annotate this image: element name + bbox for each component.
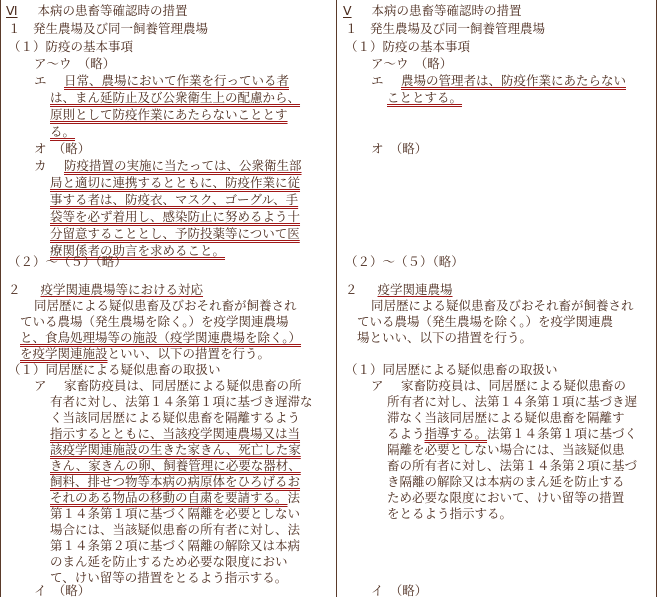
right-item-a-line: 滞なく当該同居歴による疑似患畜を隔離す bbox=[387, 410, 625, 425]
left-heading-number: Ⅵ bbox=[6, 3, 18, 18]
left-section-2-number: ２ bbox=[8, 282, 21, 297]
right-item-a-line: 隔離を必要としない場合には、当該疑似患 bbox=[387, 442, 625, 457]
left-section-2-para bbox=[20, 346, 270, 363]
left-section-2 bbox=[8, 282, 203, 299]
right-item-e-label: エ bbox=[371, 73, 384, 88]
left-item-ka-line: 分留意することとし、予防投薬等について医 bbox=[50, 226, 300, 241]
right-item-i: イ （略） bbox=[371, 583, 428, 598]
left-section-2-title: 疫学関連農場等における対応 bbox=[40, 282, 204, 297]
right-section-2-number: ２ bbox=[345, 282, 358, 297]
right-item-a-line: ため必要な限度において、けい留等の措置 bbox=[387, 490, 625, 505]
right-subsection-1-1: （１）防疫の基本事項 bbox=[345, 39, 471, 54]
right-subsections-2-5: （２）～（５）（略） bbox=[345, 254, 464, 269]
left-item-a-line bbox=[50, 490, 300, 507]
left-item-e-line: 日常、農場において作業を行っている者 bbox=[64, 73, 290, 88]
left-section-2-text: といい、以下の措置を行う。 bbox=[107, 346, 271, 361]
right-item-a-line: 家畜防疫員は、同居歴による疑似患畜の bbox=[401, 378, 627, 393]
left-section-2-para: ている農場（発生農場を除く。）を疫学関連農場 bbox=[20, 314, 289, 329]
right-section-2-title: 疫学関連農場 bbox=[377, 282, 453, 297]
left-item-a-label: ア bbox=[34, 378, 47, 393]
left-item-a-line: きん、家きんの卵、飼養管理に必要な器材、 bbox=[50, 458, 301, 473]
left-item-a-line: く当該同居歴による疑似患畜を隔離するよう bbox=[50, 410, 301, 425]
right-section-1: １ 発生農場及び同一飼養管理農場 bbox=[345, 21, 546, 36]
right-item-a-line bbox=[387, 426, 637, 443]
left-item-a-line: 指示するとともに、当該疫学関連農場又は当 bbox=[50, 426, 301, 441]
right-heading-text: 本病の患畜等確認時の措置 bbox=[371, 3, 522, 18]
left-item-ka-line: 療関係者の助言を求めること。 bbox=[50, 243, 226, 258]
left-item-a-line: 該疫学関連施設の生きた家きん、死亡した家 bbox=[50, 442, 301, 457]
right-item-a-text: るよう bbox=[387, 426, 425, 441]
left-heading-text: 本病の患畜等確認時の措置 bbox=[37, 3, 188, 18]
left-item-e-line: る。 bbox=[50, 124, 76, 139]
left-section-2-para: 同居歴による疑似患畜及びおそれ畜が飼養され bbox=[34, 298, 297, 313]
left-items-a-u: ア～ウ （略） bbox=[34, 56, 116, 71]
left-item-ka-line: 防疫措置の実施に当たっては、公衆衛生部 bbox=[64, 158, 302, 173]
right-item-o: オ （略） bbox=[371, 141, 428, 156]
left-item-e-line: は、まん延防止及び公衆衛生上の配慮から、 bbox=[50, 90, 301, 105]
right-section-2-para: 同居歴による疑似患畜及びおそれ畜が飼養され bbox=[371, 298, 634, 313]
left-subsection-2-1: （１）同居歴による疑似患畜の取扱い bbox=[8, 362, 221, 377]
right-section-2-para: ている農場（発生農場を除く。）を疫学関連農 bbox=[357, 314, 614, 329]
left-section-1: １ 発生農場及び同一飼養管理農場 bbox=[8, 21, 209, 36]
left-subsections-2-5: （２）～（５）（略） bbox=[8, 254, 127, 269]
left-section-2-underlined: を疫学関連施設 bbox=[20, 346, 108, 361]
right-item-e-line: こととする。 bbox=[387, 90, 463, 105]
right-section-2 bbox=[345, 282, 453, 299]
left-item-a-text: 法 bbox=[287, 490, 301, 505]
left-item-e-label: エ bbox=[34, 73, 47, 88]
column-divider bbox=[336, 0, 337, 597]
left-item-a-line: 第１４条第１項に基づく隔離を必要としない bbox=[50, 506, 301, 521]
left-item-a-line: 飼料、排せつ物等本病の病原体をひろげるお bbox=[50, 474, 301, 489]
left-heading bbox=[6, 3, 188, 20]
left-item-a-line: 家畜防疫員は、同居歴による疑似患畜の所 bbox=[64, 378, 302, 393]
right-item-a-label: ア bbox=[371, 378, 384, 393]
right-heading bbox=[343, 3, 522, 20]
right-item-a-line: をとるよう指示する。 bbox=[387, 506, 513, 521]
left-item-ka-line: 袋等を必ず着用し、感染防止に努めるよう十 bbox=[50, 209, 301, 224]
right-heading-number: Ⅴ bbox=[343, 3, 352, 18]
right-section-2-para: 場といい、以下の措置を行う。 bbox=[357, 330, 533, 345]
left-item-ka-line: 事する者は、防疫衣、マスク、ゴーグル、手 bbox=[50, 192, 299, 207]
right-item-e-line: 農場の管理者は、防疫作業にあたらない bbox=[401, 73, 627, 88]
left-item-i: イ （略） bbox=[34, 583, 91, 598]
right-item-a-underlined: 指導する。 bbox=[424, 426, 488, 441]
left-item-e-line: 原則として防疫作業にあたらないこととす bbox=[50, 107, 288, 122]
left-item-a-line: 場合には、当該疑似患畜の所有者に対し、法 bbox=[50, 522, 301, 537]
right-item-a-line: 畜の所有者に対し、法第１４条第２項に基づ bbox=[387, 458, 638, 473]
left-item-a-underlined: それのある物品の移動の自粛を要請する。 bbox=[50, 490, 288, 505]
right-item-a-line: き隔離の解除又は本病のまん延を防止する bbox=[387, 474, 625, 489]
left-item-o: オ （略） bbox=[34, 141, 91, 156]
right-item-a-text: 法第１４条第１項に基づく bbox=[487, 426, 638, 441]
left-item-a-line: て、けい留等の措置をとるよう指示する。 bbox=[50, 570, 288, 585]
left-item-a-line: 第１４条第２項に基づく隔離の解除又は本病 bbox=[50, 538, 301, 553]
right-item-a-line: 所有者に対し、法第１４条第１項に基づき遅 bbox=[387, 394, 638, 409]
left-item-ka-line: 局と適切に連携するとともに、防疫作業に従 bbox=[50, 175, 301, 190]
right-items-a-u: ア～ウ （略） bbox=[371, 56, 453, 71]
left-item-ka-label: カ bbox=[34, 158, 47, 173]
left-subsection-1-1: （１）防疫の基本事項 bbox=[8, 39, 134, 54]
right-subsection-2-1: （１）同居歴による疑似患畜の取扱い bbox=[345, 362, 558, 377]
left-item-a-line: 有者に対し、法第１４条第１項に基づき遅滞な bbox=[50, 394, 313, 409]
left-item-a-line: のまん延を防止するため必要な限度におい bbox=[50, 554, 288, 569]
left-section-2-para: と、食鳥処理場等の施設（疫学関連農場を除く。） bbox=[20, 330, 302, 345]
